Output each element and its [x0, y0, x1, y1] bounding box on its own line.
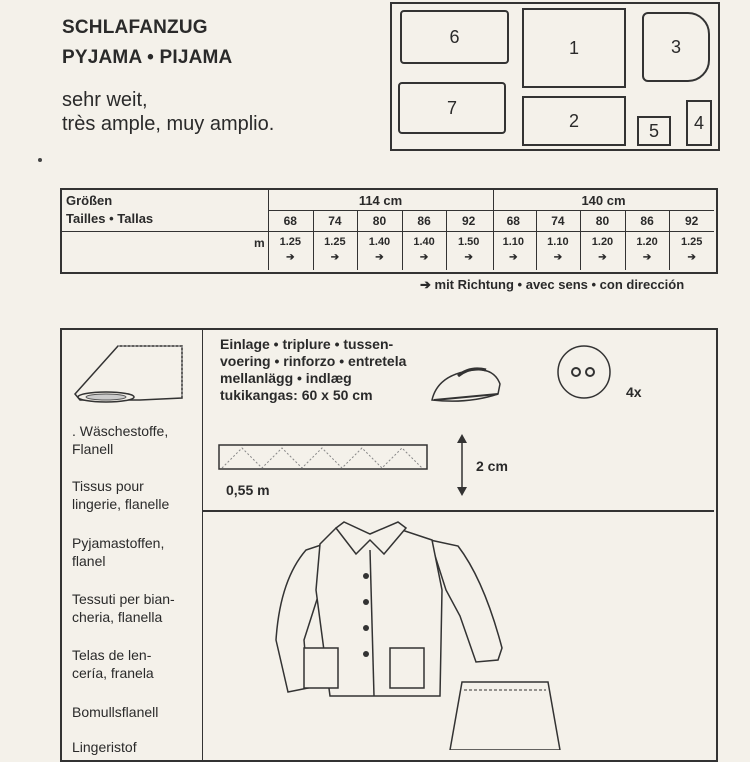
unit-label: m — [254, 236, 265, 250]
iron-icon — [428, 360, 508, 410]
pattern-pieces-diagram — [390, 2, 720, 151]
fabric-sv: Bomullsflanell — [72, 704, 159, 720]
fabric-roll-icon — [70, 340, 190, 406]
button-icon — [556, 344, 612, 400]
width-group-114: 114 cm — [358, 193, 403, 208]
fabric-it: Tessuti per bian- cheria, flanella — [72, 591, 175, 625]
direction-arrow-icon: ➔ — [464, 252, 473, 263]
fabric-fr: Tissus pour lingerie, flanelle — [72, 478, 170, 512]
direction-arrow-icon: ➔ — [509, 252, 518, 263]
tape-icon — [218, 444, 430, 472]
size-cell: 68 — [283, 214, 297, 228]
meter-cell: 1.25 — [324, 236, 346, 248]
meter-cell: 1.25 — [279, 236, 301, 248]
piece-3: 3 — [642, 12, 710, 82]
meter-cell: 1.25 — [680, 236, 703, 248]
direction-arrow-icon: ➔ — [286, 252, 295, 263]
fabric-es: Telas de len- cería, franela — [72, 647, 154, 681]
size-cell: 92 — [462, 214, 476, 228]
meter-cell: 1.20 — [591, 236, 614, 248]
meter-cell: 1.40 — [413, 236, 435, 248]
piece-6: 6 — [400, 10, 509, 64]
piece-5: 5 — [637, 116, 671, 146]
size-cell: 86 — [417, 214, 431, 228]
size-table — [60, 188, 718, 274]
piece-7: 7 — [398, 82, 506, 134]
interfacing-text: Einlage • triplure • tussen- voering • rinforzo • entretela mellanlägg • indlæg tukikangas: 60 x 50 cm — [220, 336, 407, 403]
direction-arrow-icon: ➔ — [687, 252, 696, 263]
size-cell: 80 — [372, 214, 387, 228]
tape-length: 0,55 m — [226, 482, 270, 498]
direction-arrow-icon: ➔ — [330, 252, 340, 263]
size-label: Größen — [66, 193, 113, 208]
piece-1: 1 — [522, 8, 626, 88]
direction-arrow-icon: ➔ — [598, 252, 607, 263]
direction-legend: ➔ mit Richtung • avec sens • con dirección — [420, 277, 685, 292]
dot-mark — [38, 158, 42, 162]
direction-arrow-icon: ➔ — [419, 252, 429, 263]
size-cell: 80 — [595, 214, 610, 228]
meter-cell: 1.50 — [457, 236, 480, 248]
fabric-de: . Wäschestoffe, Flanell — [72, 423, 169, 457]
description-line1: sehr weit, — [62, 89, 148, 111]
fabric-da: Lingeristof — [72, 739, 137, 755]
direction-arrow-icon: ➔ — [375, 252, 384, 263]
piece-4: 4 — [686, 100, 712, 146]
button-count: 4x — [626, 384, 642, 400]
size-cell: 68 — [506, 214, 520, 228]
title-line1: SCHLAFANZUG — [62, 17, 208, 38]
width-group-140: 140 cm — [581, 193, 626, 208]
tape-width: 2 cm — [476, 458, 508, 474]
direction-arrow-icon: ➔ — [553, 252, 563, 263]
direction-arrow-icon: ➔ — [642, 252, 652, 263]
title-line2: PYJAMA • PIJAMA — [62, 47, 233, 68]
description-line2: très ample, muy amplio. — [62, 113, 275, 135]
pajama-illustration — [270, 520, 600, 750]
size-cell: 74 — [551, 214, 565, 228]
meter-cell: 1.40 — [368, 236, 391, 248]
size-cell: 92 — [685, 214, 699, 228]
size-cell: 74 — [328, 214, 342, 228]
meter-cell: 1.10 — [502, 236, 524, 248]
meter-cell: 1.10 — [547, 236, 569, 248]
size-cell: 86 — [640, 214, 654, 228]
size-label-fr-es: Tailles • Tallas — [66, 211, 154, 226]
fabric-nl: Pyjamastoffen, flanel — [72, 535, 165, 569]
width-arrow-icon — [454, 434, 470, 496]
piece-2: 2 — [522, 96, 626, 146]
meter-cell: 1.20 — [636, 236, 658, 248]
